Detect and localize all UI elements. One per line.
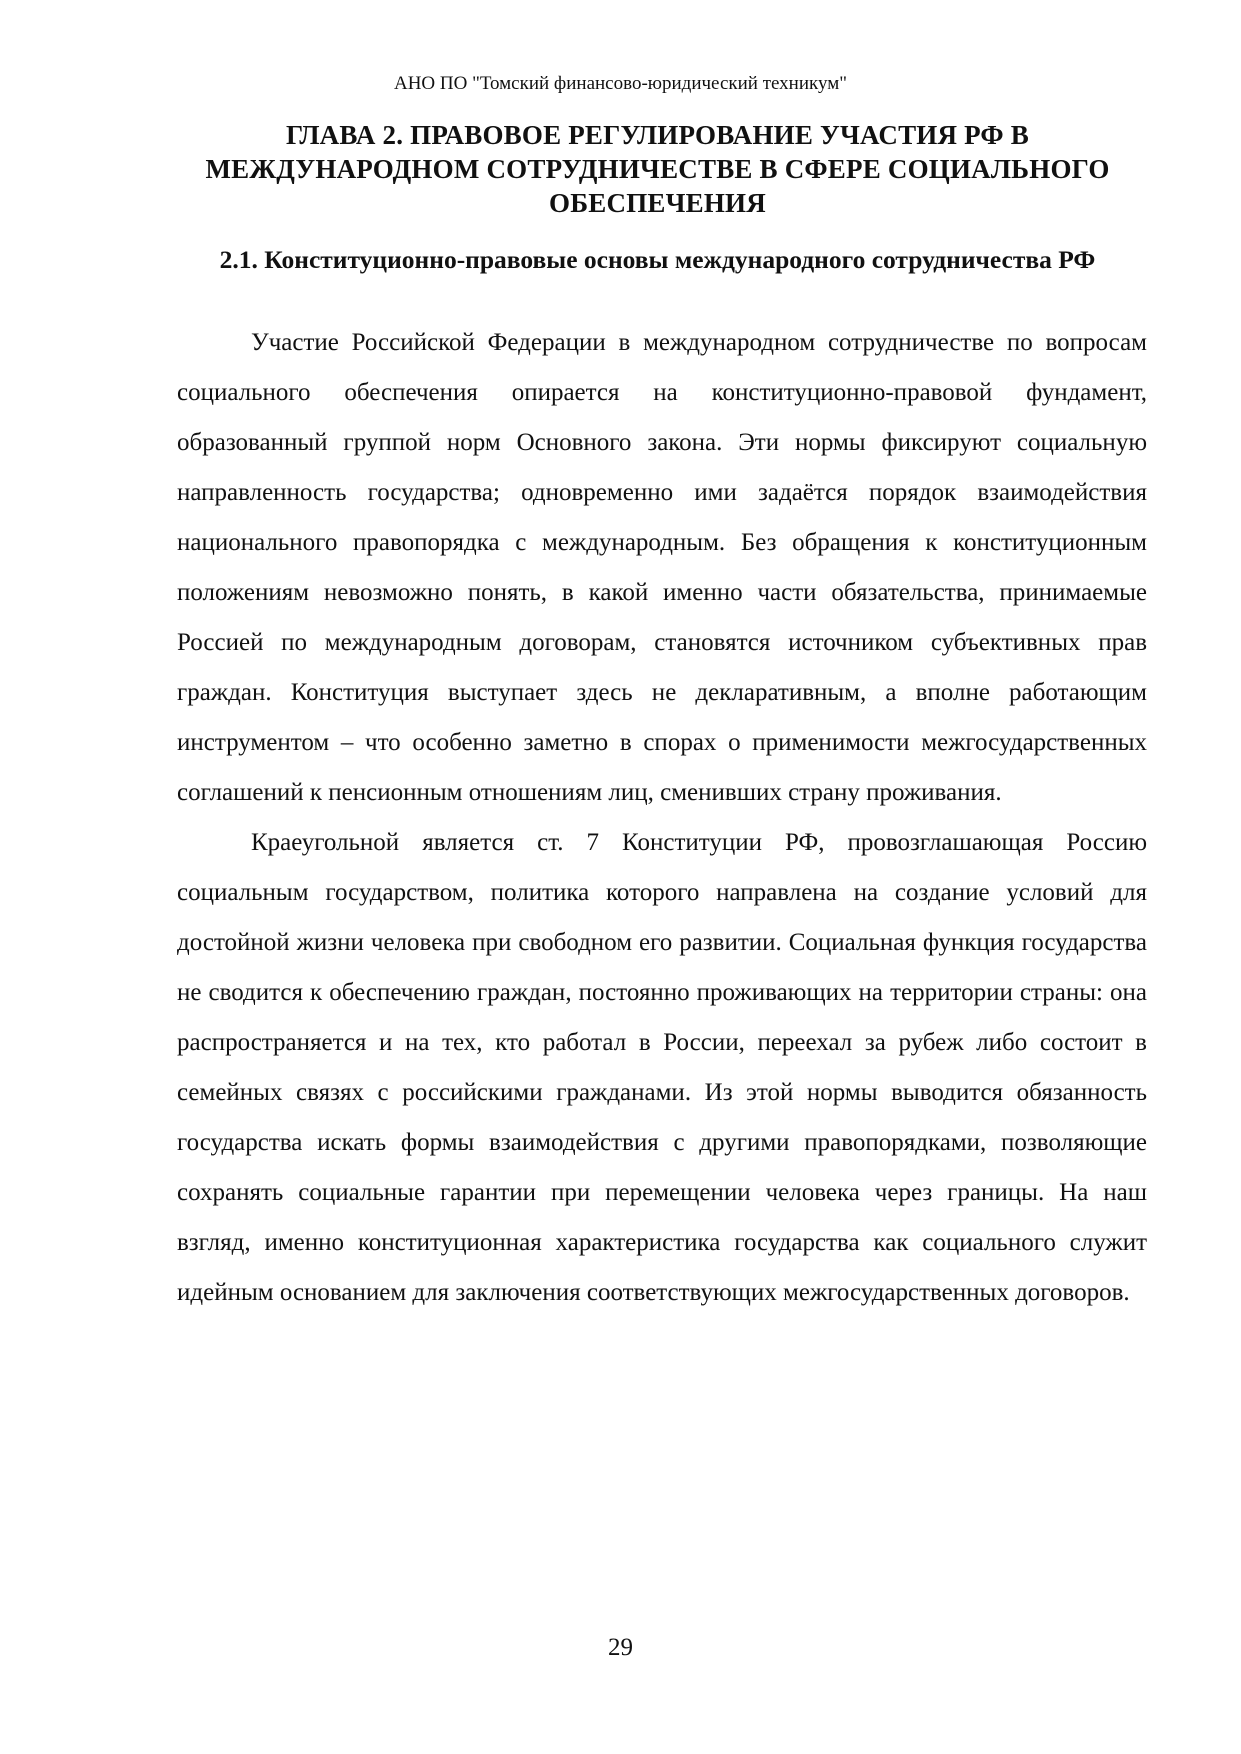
document-body <box>177 318 1147 1318</box>
paragraph: Участие Российской Федерации в международном сотрудничестве по вопросам социального обеспечения опирается на конституционно-правовой фундамент, образованный группой норм Основного закона. Эти нормы фиксируют социальную направленность государства; одновременно ими задаётся порядок взаимодействия национального правопорядка с международным. Без обращения к конституционным положениям невозможно понять, в какой именно части обязательства, принимаемые Россией по международным договорам, становятся источником субъективных прав граждан. Конституция выступает здесь не декларативным, а вполне работающим инструментом – что особенно заметно в спорах о применимости межгосударственных соглашений к пенсионным отношениям лиц, сменивших страну проживания. <box>177 329 1147 806</box>
chapter-title: ГЛАВА 2. ПРАВОВОЕ РЕГУЛИРОВАНИЕ УЧАСТИЯ РФ В МЕЖДУНАРОДНОМ СОТРУДНИЧЕСТВЕ В СФЕРЕ СОЦИАЛЬНОГО ОБЕСПЕЧЕНИЯ <box>205 120 1110 218</box>
page-header: АНО ПО "Томский финансово-юридический техникум" <box>393 73 848 94</box>
section-title: 2.1. Конституционно-правовые основы международного сотрудничества РФ <box>219 245 1096 274</box>
page-number: 29 <box>608 1634 633 1661</box>
paragraph: Краеугольной является ст. 7 Конституции РФ, провозглашающая Россию социальным государством, политика которого направлена на создание условий для достойной жизни человека при свободном его развитии. Социальная функция государства не сводится к обеспечению граждан, постоянно проживающих на территории страны: она распространяется и на тех, кто работал в России, переехал за рубеж либо состоит в семейных связях с российскими гражданами. Из этой нормы выводится обязанность государства искать формы взаимодействия с другими правопорядками, позволяющие сохранять социальные гарантии при перемещении человека через границы. На наш взгляд, именно конституционная характеристика государства как социального служит идейным основанием для заключения соответствующих межгосударственных договоров. <box>177 829 1147 1306</box>
